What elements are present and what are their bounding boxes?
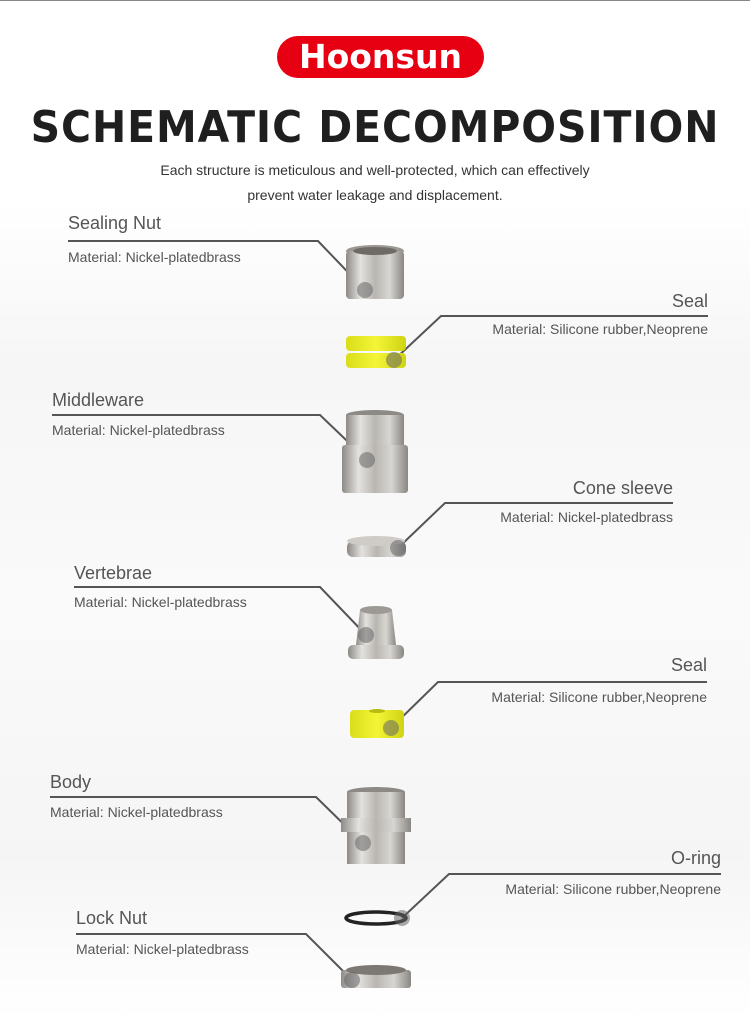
subtitle-line-1: Each structure is meticulous and well-protected, which can effectively [160,162,590,178]
label-vertebrae: Vertebrae [74,563,153,583]
material-body: Material: Nickel-platedbrass [50,804,223,820]
label-cone-sleeve: Cone sleeve [572,478,673,498]
label-lock-nut: Lock Nut [76,908,148,928]
label-body: Body [50,772,92,792]
sealing-nut-part [346,245,404,299]
label-seal-1: Seal [671,291,708,311]
middleware-part [342,410,408,493]
body-part [341,787,411,864]
material-sealing-nut: Material: Nickel-platedbrass [68,249,241,265]
material-vertebrae: Material: Nickel-platedbrass [74,594,247,610]
material-lock-nut: Material: Nickel-platedbrass [76,941,249,957]
page-title: SCHEMATIC DECOMPOSITION [30,102,720,153]
label-seal-2: Seal [670,655,707,675]
material-seal-2: Material: Silicone rubber,Neoprene [491,689,707,705]
material-seal-1: Material: Silicone rubber,Neoprene [492,321,708,337]
material-middleware: Material: Nickel-platedbrass [52,422,225,438]
material-cone-sleeve: Material: Nickel-platedbrass [500,509,673,525]
label-o-ring: O-ring [670,848,721,868]
vertebrae-part [348,606,404,659]
label-middleware: Middleware [52,390,145,410]
label-sealing-nut: Sealing Nut [68,213,162,233]
subtitle-line-2: prevent water leakage and displacement. [247,187,503,203]
material-o-ring: Material: Silicone rubber,Neoprene [505,881,721,897]
brand-logo: Hoonsun [277,36,484,78]
